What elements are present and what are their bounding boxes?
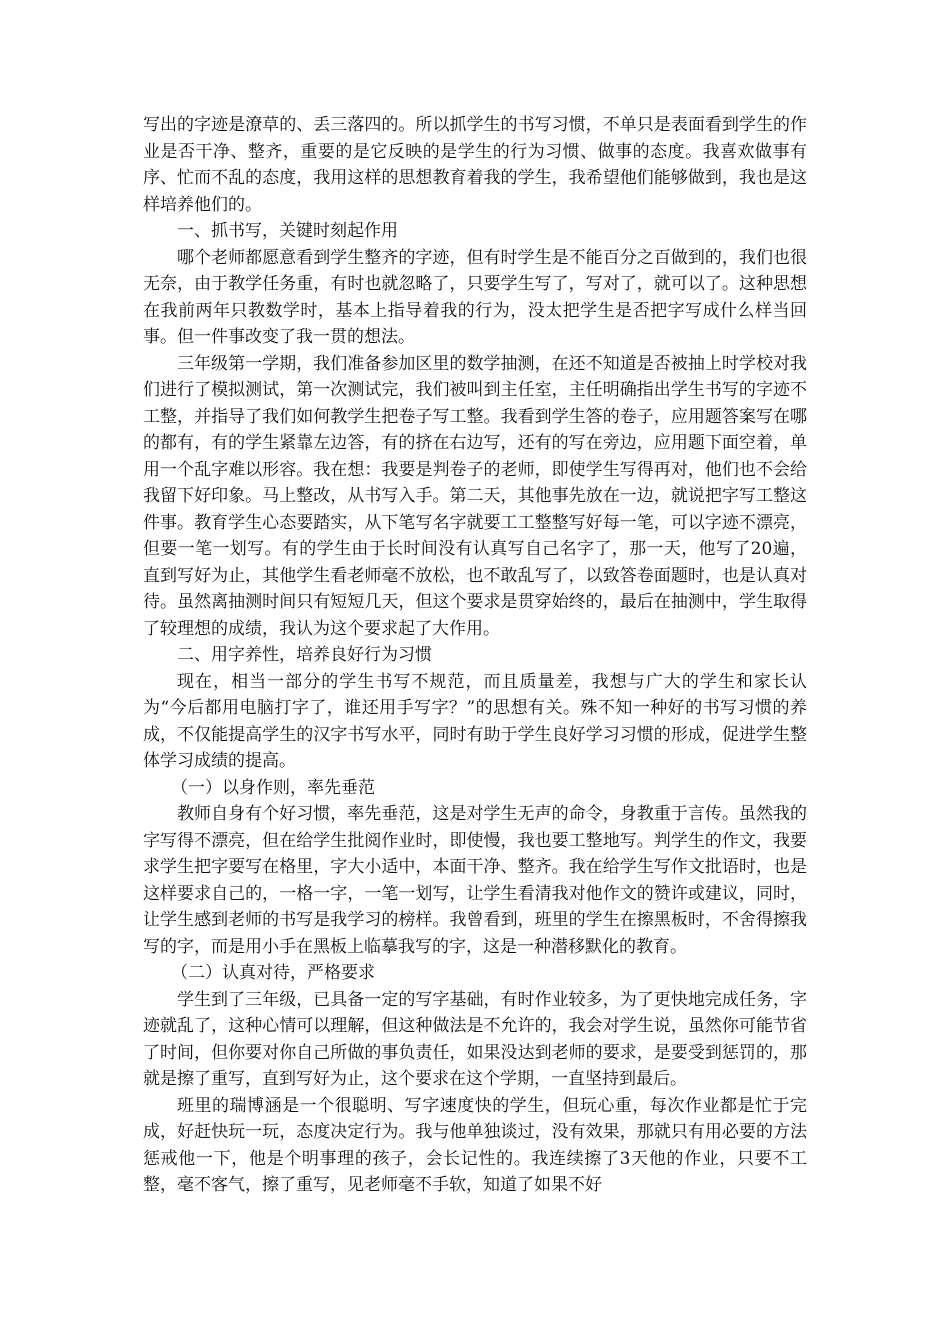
document-page <box>143 112 807 1199</box>
paragraph: 现在，相当一部分的学生书写不规范，而且质量差，我想与广大的学生和家长认为“今后都用电脑打字了，谁还用手写字？”的思想有关。殊不知一种好的书写习惯的养成，不仅能提高学生的汉字书写水平，同时有助于学生良好学习习惯的形成，促进学生整体学习成绩的提高。 <box>143 671 807 771</box>
paragraph: 班里的瑞博涵是一个很聪明、写字速度快的学生，但玩心重，每次作业都是忙于完成，好赶快玩一玩，态度决定行为。我与他单独谈过，没有效果，那就只有用必要的方法惩戒他一下，他是个明事理的孩子，会长记性的。我连续擦了3天他的作业，只要不工整，毫不客气，擦了重写，见老师毫不手软，知道了如果不好 <box>143 1095 807 1195</box>
subsection-heading-2: （二）认真对待，严格要求 <box>171 963 375 983</box>
paragraph: 三年级第一学期，我们准备参加区里的数学抽测，在还不知道是否被抽上时学校对我们进行了模拟测试，第一次测试完，我们被叫到主任室，主任明确指出学生书写的字迹不工整，并指导了我们如何教学生把卷子写工整。我看到学生答的卷子，应用题答案写在哪的都有，有的学生紧靠左边答，有的挤在右边写，还有的写在旁边，应用题下面空着，单用一个乱字难以形容。我在想：我要是判卷子的老师，即使学生写得再对，他们也不会给我留下好印象。马上整改，从书写入手。第二天，其他事先放在一边，就说把字写工整这件事。教育学生心态要踏实，从下笔写名字就要工工整整写好每一笔，可以字迹不漂亮，但要一笔一划写。有的学生由于长时间没有认真写自己名字了，那一天，他写了20遍，直到写好为止，其他学生看老师毫不放松，也不敢乱写了，以致答卷面题时，也是认真对待。虽然离抽测时间只有短短几天，但这个要求是贯穿始终的，最后在抽测中，学生取得了较理想的成绩，我认为这个要求起了大作用。 <box>143 353 807 639</box>
section-heading-1: 一、抓书写，关键时刻起作用 <box>177 221 398 241</box>
paragraph: 哪个老师都愿意看到学生整齐的字迹，但有时学生是不能百分之百做到的，我们也很无奈，由于教学任务重，有时也就忽略了，只要学生写了，写对了，就可以了。这种思想在我前两年只教数学时，基本上指导着我的行为，没太把学生是否把字写成什么样当回事。但一件事改变了我一贯的想法。 <box>143 247 807 347</box>
paragraph: 学生到了三年级，已具备一定的写字基础，有时作业较多，为了更快地完成任务，字迹就乱了，这种心情可以理解，但这种做法是不允许的，我会对学生说，虽然你可能节省了时间，但你要对你自己所做的事负责任，如果没达到老师的要求，是要受到惩罚的，那就是擦了重写，直到写好为止，这个要求在这个学期，一直坚持到最后。 <box>143 989 807 1089</box>
paragraph: 教师自身有个好习惯，率先垂范，这是对学生无声的命令，身教重于言传。虽然我的字写得不漂亮，但在给学生批阅作业时，即使慢，我也要工整地写。判学生的作文，我要求学生把字要写在格里，字大小适中，本面干净、整齐。我在给学生写作文批语时，也是这样要求自己的，一格一字，一笔一划写，让学生看清我对他作文的赞许或建议，同时，让学生感到老师的书写是我学习的榜样。我曾看到，班里的学生在擦黑板时，不舍得擦我写的字，而是用小手在黑板上临摹我写的字，这是一种潜移默化的教育。 <box>143 804 807 957</box>
section-heading-2: 二、用字养性，培养良好行为习惯 <box>177 645 432 665</box>
subsection-heading-1: （一）以身作则，率先垂范 <box>171 777 375 798</box>
paragraph-intro: 写出的字迹是潦草的、丢三落四的。所以抓学生的书写习惯，不单只是表面看到学生的作业是否干净、整齐，重要的是它反映的是学生的行为习惯、做事的态度。我喜欢做事有序、忙而不乱的态度，我用这样的思想教育着我的学生，我希望他们能够做到，我也是这样培养他们的。 <box>143 115 807 215</box>
